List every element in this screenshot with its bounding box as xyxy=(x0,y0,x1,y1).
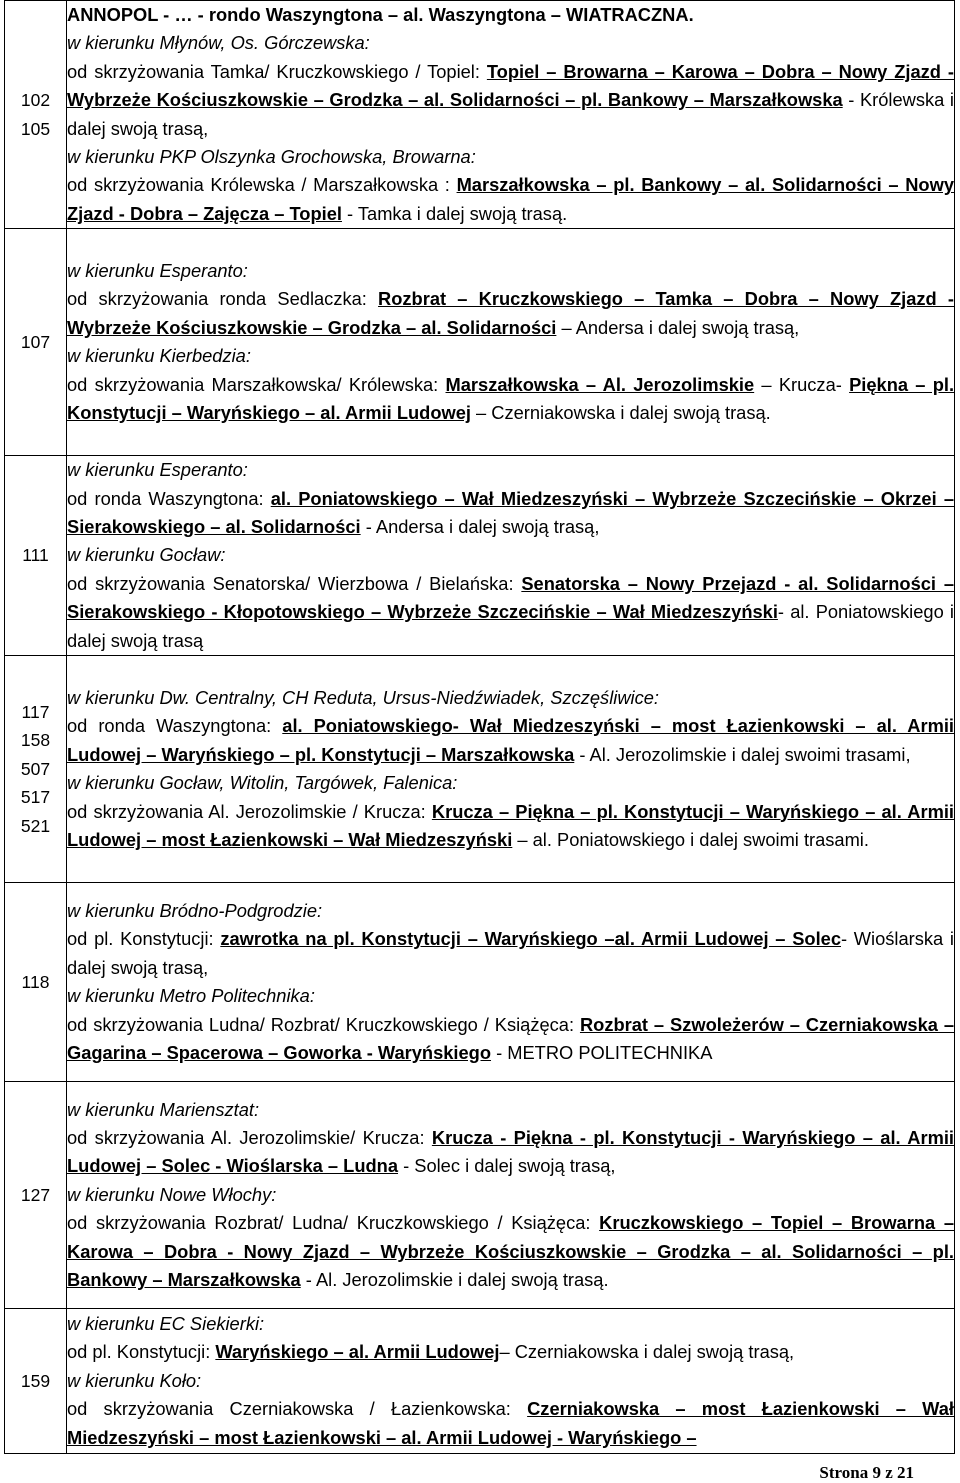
route-number: 507 xyxy=(20,758,51,779)
direction-heading xyxy=(67,1096,954,1124)
route-paragraph xyxy=(67,285,954,342)
route-streets: Krucza - Piękna - pl. Konstytucji - Waryńskiego – al. Armii Ludowej – Solec - Wioślarska – Ludna xyxy=(67,1127,954,1177)
route-text: – Andersa i dalej swoją trasą, xyxy=(556,316,800,338)
route-paragraph xyxy=(67,1209,954,1294)
route-text: – Czerniakowska i dalej swoją trasą. xyxy=(470,402,771,424)
direction-label: w kierunku Gocław: xyxy=(67,544,226,566)
route-paragraph xyxy=(67,798,954,855)
route-text: - Królewska i dalej swoją trasą, xyxy=(67,89,954,139)
direction-label: w kierunku Koło: xyxy=(67,1369,202,1391)
direction-label: w kierunku Esperanto: xyxy=(67,459,248,481)
direction-heading xyxy=(67,1181,954,1209)
direction-heading xyxy=(67,1367,954,1395)
route-description xyxy=(67,883,955,1082)
route-streets: Czerniakowska – most Łazienkowski – Wał Miedzeszyński – most Łazienkowski – al. Armii Ludowej - Waryńskiego – xyxy=(67,1398,954,1448)
route-streets: al. Poniatowskiego – Wał Miedzeszyński – Wybrzeże Szczecińskie – Okrzei – Sierakowskiego – al. Solidarności xyxy=(67,487,954,538)
route-paragraph xyxy=(67,712,954,769)
route-row xyxy=(5,883,955,1082)
route-description xyxy=(67,1309,955,1454)
route-numbers xyxy=(5,1082,67,1309)
direction-label: w kierunku Dw. Centralny, CH Reduta, Ursus-Niedźwiadek, Szczęśliwice: xyxy=(67,686,659,708)
route-text: od skrzyżowania Al. Jerozolimskie / Krucza: xyxy=(67,800,432,822)
direction-heading xyxy=(67,1310,954,1338)
route-text: od skrzyżowania Tamka/ Kruczkowskiego / Topiel: xyxy=(67,60,487,82)
route-paragraph xyxy=(67,485,954,542)
direction-label: w kierunku Kierbedzia: xyxy=(67,345,251,367)
direction-heading xyxy=(67,456,954,484)
route-text: – al. Poniatowskiego i dalej swoimi trasami. xyxy=(512,828,869,850)
route-text: od pl. Konstytucji: xyxy=(67,928,221,950)
route-text: - Andersa i dalej swoją trasą, xyxy=(360,516,600,538)
direction-heading xyxy=(67,29,954,57)
route-number: 117 xyxy=(21,702,50,723)
route-description xyxy=(67,656,955,883)
route-description xyxy=(67,229,955,456)
route-paragraph xyxy=(67,1395,954,1452)
route-paragraph xyxy=(67,570,954,655)
route-streets: al. Poniatowskiego- Wał Miedzeszyński – most Łazienkowski – al. Armii Ludowej – Waryńskiego – pl. Konstytucji – Marszałkowska xyxy=(67,715,954,765)
route-numbers xyxy=(5,656,67,883)
route-text: od skrzyżowania Czerniakowska / Łazienkowska: xyxy=(67,1398,528,1420)
direction-heading xyxy=(67,541,954,569)
direction-heading xyxy=(67,684,954,712)
route-number: 159 xyxy=(20,1370,51,1391)
direction-label: w kierunku Bródno-Podgrodzie: xyxy=(67,899,323,921)
route-number: 118 xyxy=(21,971,50,992)
routes-table-body xyxy=(5,1,955,1454)
direction-label: w kierunku Esperanto: xyxy=(67,260,248,282)
route-text: - al. Poniatowskiego i dalej swoją trasą xyxy=(67,601,954,651)
direction-heading xyxy=(67,342,954,370)
route-row xyxy=(5,656,955,883)
route-paragraph xyxy=(67,171,954,228)
route-text: od ronda Waszyngtona: xyxy=(67,715,283,737)
direction-label: w kierunku Nowe Włochy: xyxy=(67,1183,277,1205)
route-text: od skrzyżowania Królewska / Marszałkowska : xyxy=(67,174,457,196)
route-text: - Wioślarska i dalej swoją trasą, xyxy=(67,928,954,978)
route-number: 107 xyxy=(20,332,51,353)
route-text: - Al. Jerozolimskie i dalej swoimi trasami, xyxy=(574,743,911,765)
route-number: 521 xyxy=(20,815,51,836)
route-streets: Piękna – pl. Konstytucji – Waryńskiego – al. Armii Ludowej xyxy=(67,373,955,424)
route-number: 127 xyxy=(20,1184,51,1205)
route-paragraph xyxy=(67,1011,954,1068)
route-text: - METRO POLITECHNIKA xyxy=(491,1041,713,1063)
route-number: 102 xyxy=(20,90,51,111)
direction-heading xyxy=(67,257,954,285)
route-numbers xyxy=(5,229,67,456)
route-text: od skrzyżowania Ludna/ Rozbrat/ Kruczkowskiego / Książęca: xyxy=(67,1013,580,1035)
route-paragraph xyxy=(67,1,954,29)
route-paragraph xyxy=(67,58,954,143)
route-number: 111 xyxy=(22,545,49,566)
route-numbers xyxy=(5,1,67,229)
route-row xyxy=(5,1,955,229)
route-text: - Tamka i dalej swoją trasą. xyxy=(341,202,568,224)
route-text: – Czerniakowska i dalej swoją trasą, xyxy=(499,1341,795,1363)
route-row xyxy=(5,1309,955,1454)
route-numbers xyxy=(5,1309,67,1454)
route-streets: Marszałkowska – pl. Bankowy – al. Solidarności – Nowy Zjazd - Dobra – Zajęcza – Topiel xyxy=(67,174,954,224)
routes-table xyxy=(4,0,955,1454)
route-numbers xyxy=(5,456,67,656)
route-streets: Krucza – Piękna – pl. Konstytucji – Waryńskiego – al. Armii Ludowej – most Łazienkowski – Wał Miedzeszyński xyxy=(67,800,954,850)
direction-heading xyxy=(67,143,954,171)
route-row xyxy=(5,456,955,656)
route-number: 158 xyxy=(20,730,51,751)
direction-heading xyxy=(67,982,954,1010)
route-text: - Solec i dalej swoją trasą, xyxy=(398,1155,616,1177)
route-streets: Waryńskiego – al. Armii Ludowej xyxy=(215,1341,500,1363)
route-description xyxy=(67,1,955,229)
route-paragraph xyxy=(67,1124,954,1181)
route-streets: Topiel – Browarna – Karowa – Dobra – Nowy Zjazd - Wybrzeże Kościuszkowskie – Grodzka – al. Solidarności – pl. Bankowy – Marszałkowska xyxy=(67,60,954,111)
route-text: od pl. Konstytucji: xyxy=(67,1341,216,1363)
route-row xyxy=(5,229,955,456)
route-description xyxy=(67,1082,955,1309)
route-text: od ronda Waszyngtona: xyxy=(67,487,271,509)
route-streets: Kruczkowskiego – Topiel – Browarna – Karowa – Dobra - Nowy Zjazd – Wybrzeże Kościuszkowskie – Grodzka – al. Solidarności – pl. Bankowy – Marszałkowska xyxy=(67,1212,954,1291)
route-streets: zawrotka na pl. Konstytucji – Waryńskiego –al. Armii Ludowej – Solec xyxy=(220,928,841,950)
route-row xyxy=(5,1082,955,1309)
route-streets: Marszałkowska – Al. Jerozolimskie xyxy=(445,373,755,395)
direction-label: w kierunku Gocław, Witolin, Targówek, Falenica: xyxy=(67,772,458,794)
route-text: ANNOPOL - … - rondo Waszyngtona – al. Waszyngtona – WIATRACZNA. xyxy=(67,4,694,25)
route-number: 105 xyxy=(20,118,51,139)
page-number: Strona 9 z 21 xyxy=(819,1463,914,1482)
route-text: – Krucza- xyxy=(754,373,850,395)
direction-label: w kierunku EC Siekierki: xyxy=(67,1313,265,1335)
route-text: od skrzyżowania Marszałkowska/ Królewska: xyxy=(67,373,446,395)
route-description xyxy=(67,456,955,656)
route-text: od skrzyżowania ronda Sedlaczka: xyxy=(67,288,379,310)
direction-heading xyxy=(67,897,954,925)
route-paragraph xyxy=(67,371,954,428)
route-text: od skrzyżowania Al. Jerozolimskie/ Krucza: xyxy=(67,1127,432,1149)
route-text: od skrzyżowania Rozbrat/ Ludna/ Kruczkowskiego / Książęca: xyxy=(67,1212,600,1234)
direction-label: w kierunku Mariensztat: xyxy=(67,1098,260,1120)
route-number: 517 xyxy=(20,787,51,808)
route-streets: Rozbrat – Kruczkowskiego – Tamka – Dobra – Nowy Zjazd - Wybrzeże Kościuszkowskie – Grodzka – al. Solidarności xyxy=(67,288,954,338)
route-text: - Al. Jerozolimskie i dalej swoją trasą. xyxy=(300,1269,609,1291)
direction-label: w kierunku Metro Politechnika: xyxy=(67,985,315,1007)
route-paragraph xyxy=(67,925,954,982)
route-numbers xyxy=(5,883,67,1082)
direction-label: w kierunku Młynów, Os. Górczewska: xyxy=(67,32,370,54)
direction-label: w kierunku PKP Olszynka Grochowska, Browarna: xyxy=(67,146,476,168)
route-text: od skrzyżowania Senatorska/ Wierzbowa / Bielańska: xyxy=(67,572,522,594)
route-paragraph xyxy=(67,1338,954,1366)
route-streets: Senatorska – Nowy Przejazd - al. Solidarności – Sierakowskiego - Kłopotowskiego – Wybrzeże Szczecińskie – Wał Miedzeszyński xyxy=(67,572,954,623)
route-streets: Rozbrat – Szwoleżerów – Czerniakowska – Gagarina – Spacerowa – Goworka - Waryńskiego xyxy=(67,1013,954,1063)
direction-heading xyxy=(67,769,954,797)
